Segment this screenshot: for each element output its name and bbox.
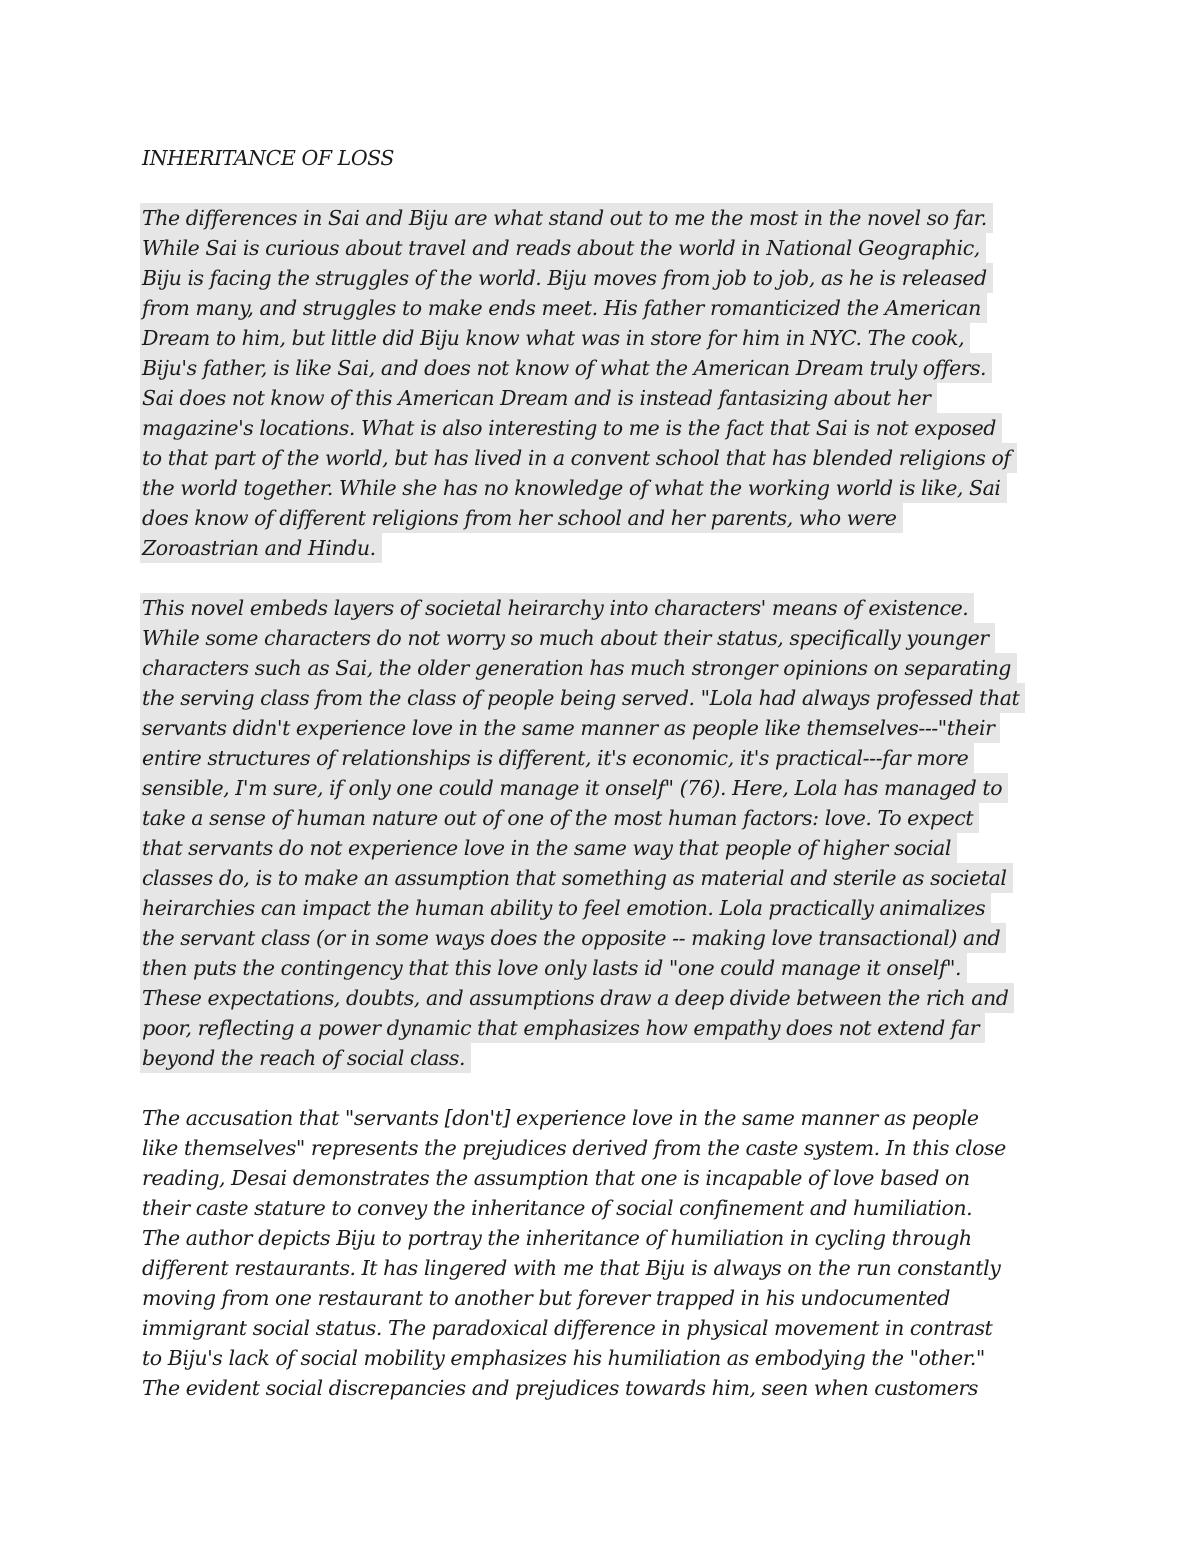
line-text: classes do, is to make an assumption that something as material and sterile as societal — [140, 863, 1013, 893]
line-text: reading, Desai demonstrates the assumption that one is incapable of love based on — [142, 1166, 970, 1190]
line-text: servants didn't experience love in the same manner as people like themselves---"their — [140, 713, 1000, 743]
paragraph-line — [142, 1133, 1072, 1163]
paragraph-line — [142, 1043, 1072, 1073]
paragraph-line — [142, 863, 1072, 893]
line-text: Biju's father, is like Sai, and does not know of what the American Dream truly offers. — [140, 353, 992, 383]
line-text: that servants do not experience love in the same way that people of higher social — [140, 833, 957, 863]
paragraph-line — [142, 1373, 1072, 1403]
paragraph-line — [142, 983, 1072, 1013]
paragraph-line — [142, 1163, 1072, 1193]
line-text: does know of different religions from her school and her parents, who were — [140, 503, 903, 533]
paragraph-line — [142, 1283, 1072, 1313]
paragraph-line — [142, 743, 1072, 773]
line-text: the servant class (or in some ways does the opposite -- making love transactional) and — [140, 923, 1006, 953]
paragraph-line — [142, 893, 1072, 923]
line-text: Sai does not know of this American Dream and is instead fantasizing about her — [140, 383, 937, 413]
paragraph — [142, 593, 1072, 1073]
paragraph-line — [142, 443, 1072, 473]
line-text: moving from one restaurant to another but forever trapped in his undocumented — [142, 1286, 950, 1310]
line-text: The author depicts Biju to portray the inheritance of humiliation in cycling through — [142, 1226, 972, 1250]
line-text: different restaurants. It has lingered with me that Biju is always on the run constantly — [142, 1256, 1001, 1280]
line-text: While Sai is curious about travel and reads about the world in National Geographic, — [140, 233, 986, 263]
line-text: the world together. While she has no knowledge of what the working world is like, Sai — [140, 473, 1007, 503]
paragraph-line — [142, 263, 1072, 293]
line-text: their caste stature to convey the inheritance of social confinement and humiliation. — [142, 1196, 973, 1220]
paragraph-line — [142, 1223, 1072, 1253]
paragraph-line — [142, 533, 1072, 563]
paragraph-line — [142, 653, 1072, 683]
line-text: to Biju's lack of social mobility emphasizes his humiliation as embodying the "other." — [142, 1346, 985, 1370]
paragraph-line — [142, 1193, 1072, 1223]
paragraph-line — [142, 323, 1072, 353]
line-text: magazine's locations. What is also interesting to me is the fact that Sai is not exposed — [140, 413, 1002, 443]
line-text: The differences in Sai and Biju are what stand out to me the most in the novel so far. — [140, 203, 993, 233]
paragraph-line — [142, 383, 1072, 413]
paragraph-line — [142, 713, 1072, 743]
paragraph-line — [142, 803, 1072, 833]
paragraph-line — [142, 923, 1072, 953]
paragraph-line — [142, 623, 1072, 653]
line-text: Zoroastrian and Hindu. — [140, 533, 382, 563]
paragraph-line — [142, 503, 1072, 533]
paragraph-line — [142, 773, 1072, 803]
line-text: sensible, I'm sure, if only one could manage it onself" (76). Here, Lola has managed to — [140, 773, 1008, 803]
line-text: the serving class from the class of people being served. "Lola had always professed that — [140, 683, 1025, 713]
paragraph-line — [142, 233, 1072, 263]
paragraph-line — [142, 413, 1072, 443]
paragraph-line — [142, 203, 1072, 233]
paragraph-line — [142, 1013, 1072, 1043]
paragraph-line — [142, 1313, 1072, 1343]
paragraph — [142, 1103, 1072, 1403]
line-text: to that part of the world, but has lived in a convent school that has blended religions of — [140, 443, 1017, 473]
paragraph-line — [142, 353, 1072, 383]
line-text: These expectations, doubts, and assumptions draw a deep divide between the rich and — [140, 983, 1014, 1013]
line-text: The evident social discrepancies and prejudices towards him, seen when customers — [142, 1376, 978, 1400]
paragraph-spacer — [142, 1073, 1072, 1103]
document-body — [142, 143, 1072, 1403]
paragraph-spacer — [142, 173, 1072, 203]
line-text: beyond the reach of social class. — [140, 1043, 471, 1073]
paragraph-line — [142, 833, 1072, 863]
line-text: poor, reflecting a power dynamic that emphasizes how empathy does not extend far — [140, 1013, 985, 1043]
paragraph-line — [142, 683, 1072, 713]
paragraph-line — [142, 1253, 1072, 1283]
line-text: from many, and struggles to make ends meet. His father romanticized the American — [140, 293, 987, 323]
paragraph-line — [142, 473, 1072, 503]
paragraph-line — [142, 1103, 1072, 1133]
line-text: The accusation that "servants [don't] experience love in the same manner as people — [142, 1106, 979, 1130]
line-text: entire structures of relationships is different, it's economic, it's practical---far more — [140, 743, 974, 773]
document-title: INHERITANCE OF LOSS — [142, 146, 395, 170]
line-text: then puts the contingency that this love only lasts id "one could manage it onself". — [140, 953, 967, 983]
paragraph-line — [142, 953, 1072, 983]
line-text: take a sense of human nature out of one of the most human factors: love. To expect — [140, 803, 979, 833]
paragraph-line — [142, 1343, 1072, 1373]
line-text: Dream to him, but little did Biju know what was in store for him in NYC. The cook, — [140, 323, 970, 353]
line-text: immigrant social status. The paradoxical difference in physical movement in contrast — [142, 1316, 993, 1340]
line-text: characters such as Sai, the older generation has much stronger opinions on separating — [140, 653, 1017, 683]
paragraph-line — [142, 593, 1072, 623]
paragraph — [142, 203, 1072, 563]
paragraph-container — [142, 203, 1072, 1403]
line-text: While some characters do not worry so much about their status, specifically younger — [140, 623, 995, 653]
line-text: heirarchies can impact the human ability to feel emotion. Lola practically animalizes — [140, 893, 991, 923]
line-text: like themselves" represents the prejudices derived from the caste system. In this close — [142, 1136, 1006, 1160]
line-text: This novel embeds layers of societal heirarchy into characters' means of existence. — [140, 593, 974, 623]
paragraph-spacer — [142, 563, 1072, 593]
paragraph-line — [142, 293, 1072, 323]
line-text: Biju is facing the struggles of the world. Biju moves from job to job, as he is released — [140, 263, 993, 293]
